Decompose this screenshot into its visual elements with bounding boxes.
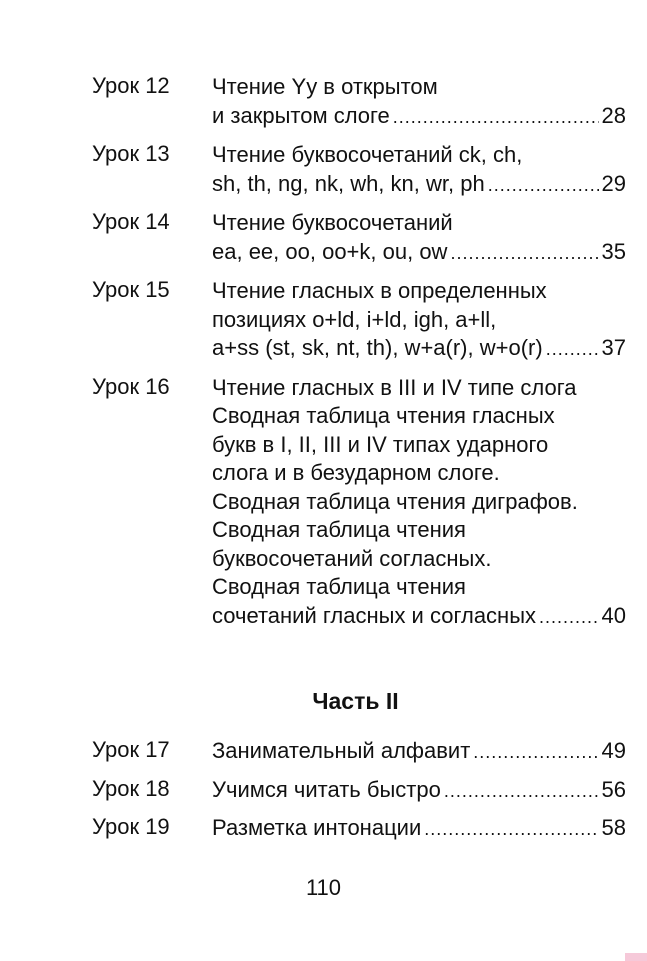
lesson-label: Урок 17 [92, 737, 170, 762]
page-ref: 40 [601, 602, 626, 628]
section-title: Часть II [312, 688, 399, 714]
entry-line: букв в I, II, III и IV типах ударного [212, 431, 549, 457]
toc-entry-lesson-16 [92, 374, 626, 631]
dot-leader [488, 171, 599, 199]
dot-leader [444, 777, 599, 805]
lesson-label: Урок 19 [92, 814, 170, 839]
lesson-label: Урок 13 [92, 141, 170, 166]
dot-leader [539, 603, 598, 631]
toc-entry-lesson-15 [92, 277, 626, 363]
toc-part-2 [92, 737, 626, 843]
entry-line: Чтение гласных в определенных [212, 278, 547, 303]
entry-line: Сводная таблица чтения [212, 517, 466, 542]
entry-last-line: Учимся читать быстро [212, 776, 441, 802]
entry-line: Сводная таблица чтения [212, 574, 466, 599]
toc-entry-lesson-17 [92, 737, 626, 766]
dot-leader [450, 239, 598, 267]
lesson-label: Урок 12 [92, 73, 170, 98]
entry-last-line: sh, th, ng, nk, wh, kn, wr, ph [212, 170, 485, 196]
edge-mark [625, 953, 647, 961]
page-ref: 58 [601, 815, 626, 840]
lesson-label: Урок 14 [92, 209, 170, 234]
entry-last-line: Разметка интонации [212, 815, 422, 840]
dot-leader [424, 815, 598, 843]
page-ref: 49 [601, 738, 626, 763]
entry-line: Чтение буквосочетаний ck, ch, [212, 142, 523, 167]
lesson-label: Урок 15 [92, 277, 170, 302]
toc-entry-lesson-13 [92, 141, 626, 198]
entry-last-line: a+ss (st, sk, nt, th), w+a(r), w+o(r) [212, 335, 543, 360]
entry-line: Чтение гласных в III и IV типе слога [212, 374, 577, 400]
toc-part-1 [92, 73, 626, 630]
entry-line: Сводная таблица чтения гласных [212, 403, 555, 428]
entry-line: Чтение Yy в открытом [212, 74, 438, 99]
entry-line: буквосочетаний согласных. [212, 545, 492, 571]
dot-leader [473, 738, 598, 766]
page-ref: 56 [601, 776, 626, 802]
toc-entry-lesson-19 [92, 814, 626, 843]
page-number: 110 [305, 875, 342, 900]
lesson-label: Урок 18 [92, 775, 170, 801]
entry-last-line: Занимательный алфавит [212, 738, 471, 763]
page-ref: 28 [601, 102, 626, 128]
entry-line: позициях o+ld, i+ld, igh, a+ll, [212, 306, 497, 332]
entry-last-line: и закрытом слоге [212, 102, 390, 128]
entry-line: Сводная таблица чтения диграфов. [212, 488, 578, 514]
entry-line: слога и в безударном слоге. [212, 460, 500, 485]
toc-entry-lesson-18 [92, 776, 626, 805]
toc-entry-lesson-12 [92, 73, 626, 130]
dot-leader [546, 335, 599, 363]
dot-leader [393, 103, 599, 131]
entry-last-line: ea, ee, oo, oo+k, ou, ow [212, 238, 448, 264]
page-ref: 37 [601, 335, 626, 360]
lesson-label: Урок 16 [92, 373, 170, 399]
toc-entry-lesson-14 [92, 209, 626, 266]
page-ref: 29 [601, 170, 626, 196]
entry-last-line: сочетаний гласных и согласных [212, 602, 537, 628]
entry-line: Чтение буквосочетаний [212, 210, 453, 235]
page-ref: 35 [601, 238, 626, 264]
